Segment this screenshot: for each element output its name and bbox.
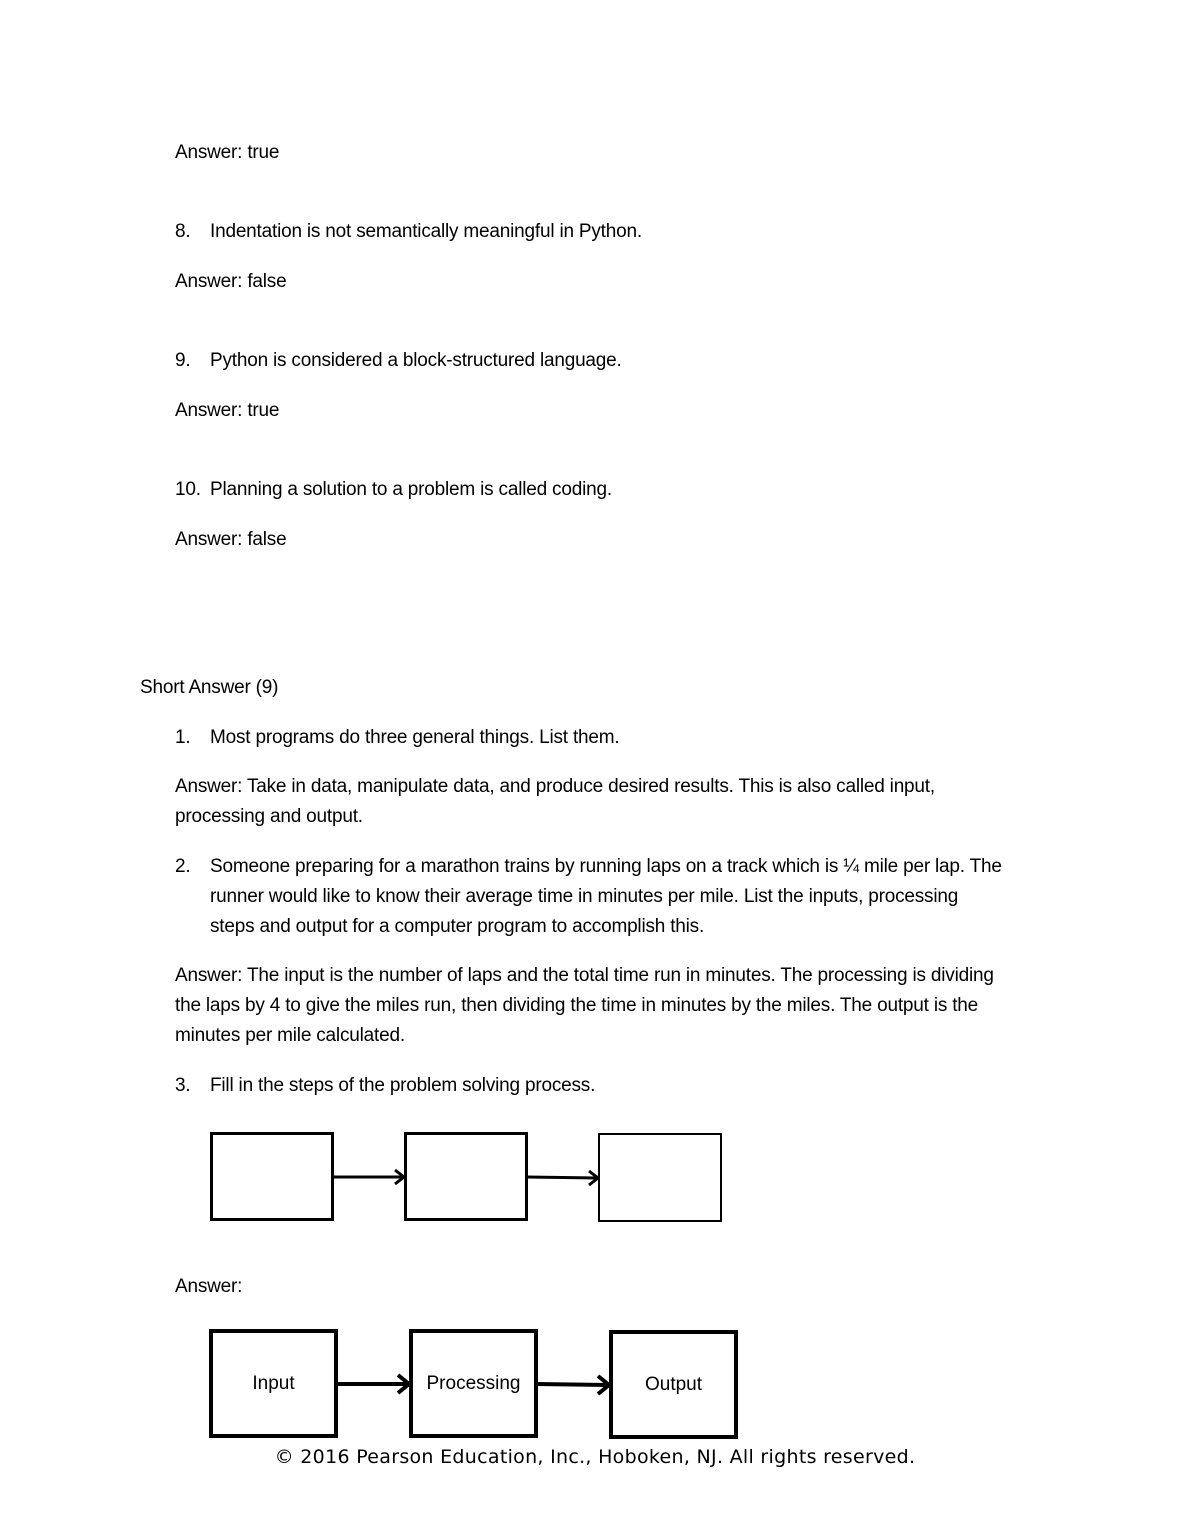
question-line: runner would like to know their average time in minutes per mile. List the inputs, processing: [210, 886, 959, 907]
arrow-right-icon: [536, 1371, 612, 1399]
answer-label: Answer:: [175, 1276, 243, 1297]
question-line: steps and output for a computer program to accomplish this.: [210, 916, 705, 937]
question-text: Indentation is not semantically meaningful in Python.: [210, 221, 642, 242]
answer-line: the laps by 4 to give the miles run, then dividing the time in minutes by the miles. The output is the: [175, 995, 979, 1016]
answer-prev: Answer: true: [175, 142, 280, 163]
question-text: Most programs do three general things. List them.: [210, 727, 620, 748]
section-heading: Short Answer (9): [140, 677, 279, 698]
copyright-footer: © 2016 Pearson Education, Inc., Hoboken, NJ. All rights reserved.: [274, 1446, 916, 1468]
blank-box-2: [404, 1132, 528, 1221]
answer-line: minutes per mile calculated.: [175, 1025, 405, 1046]
question-text: Python is considered a block-structured language.: [210, 350, 622, 371]
output-box: Output: [609, 1330, 738, 1439]
answer-text: Answer: false: [175, 271, 287, 292]
blank-box-1: [210, 1132, 334, 1221]
question-number: 9.: [175, 350, 191, 371]
question-number: 3.: [175, 1075, 191, 1096]
question-number: 2.: [175, 856, 191, 877]
question-number: 10.: [175, 479, 201, 500]
processing-box: Processing: [409, 1329, 538, 1438]
answer-line: Answer: The input is the number of laps and the total time run in minutes. The processing is dividing: [175, 965, 994, 986]
answer-line: processing and output.: [175, 806, 363, 827]
question-text: Fill in the steps of the problem solving process.: [210, 1075, 596, 1096]
question-number: 1.: [175, 727, 191, 748]
answer-text: Answer: true: [175, 400, 280, 421]
question-text: Planning a solution to a problem is called coding.: [210, 479, 612, 500]
question-line: Someone preparing for a marathon trains by running laps on a track which is ¼ mile per lap. The: [210, 856, 1002, 877]
arrow-right-icon: [527, 1166, 601, 1188]
blank-box-3: [598, 1133, 722, 1222]
answer-text: Answer: false: [175, 529, 287, 550]
arrow-right-icon: [336, 1371, 412, 1397]
answer-line: Answer: Take in data, manipulate data, and produce desired results. This is also called input,: [175, 776, 935, 797]
question-number: 8.: [175, 221, 191, 242]
input-box: Input: [209, 1329, 338, 1438]
arrow-right-icon: [333, 1166, 407, 1188]
